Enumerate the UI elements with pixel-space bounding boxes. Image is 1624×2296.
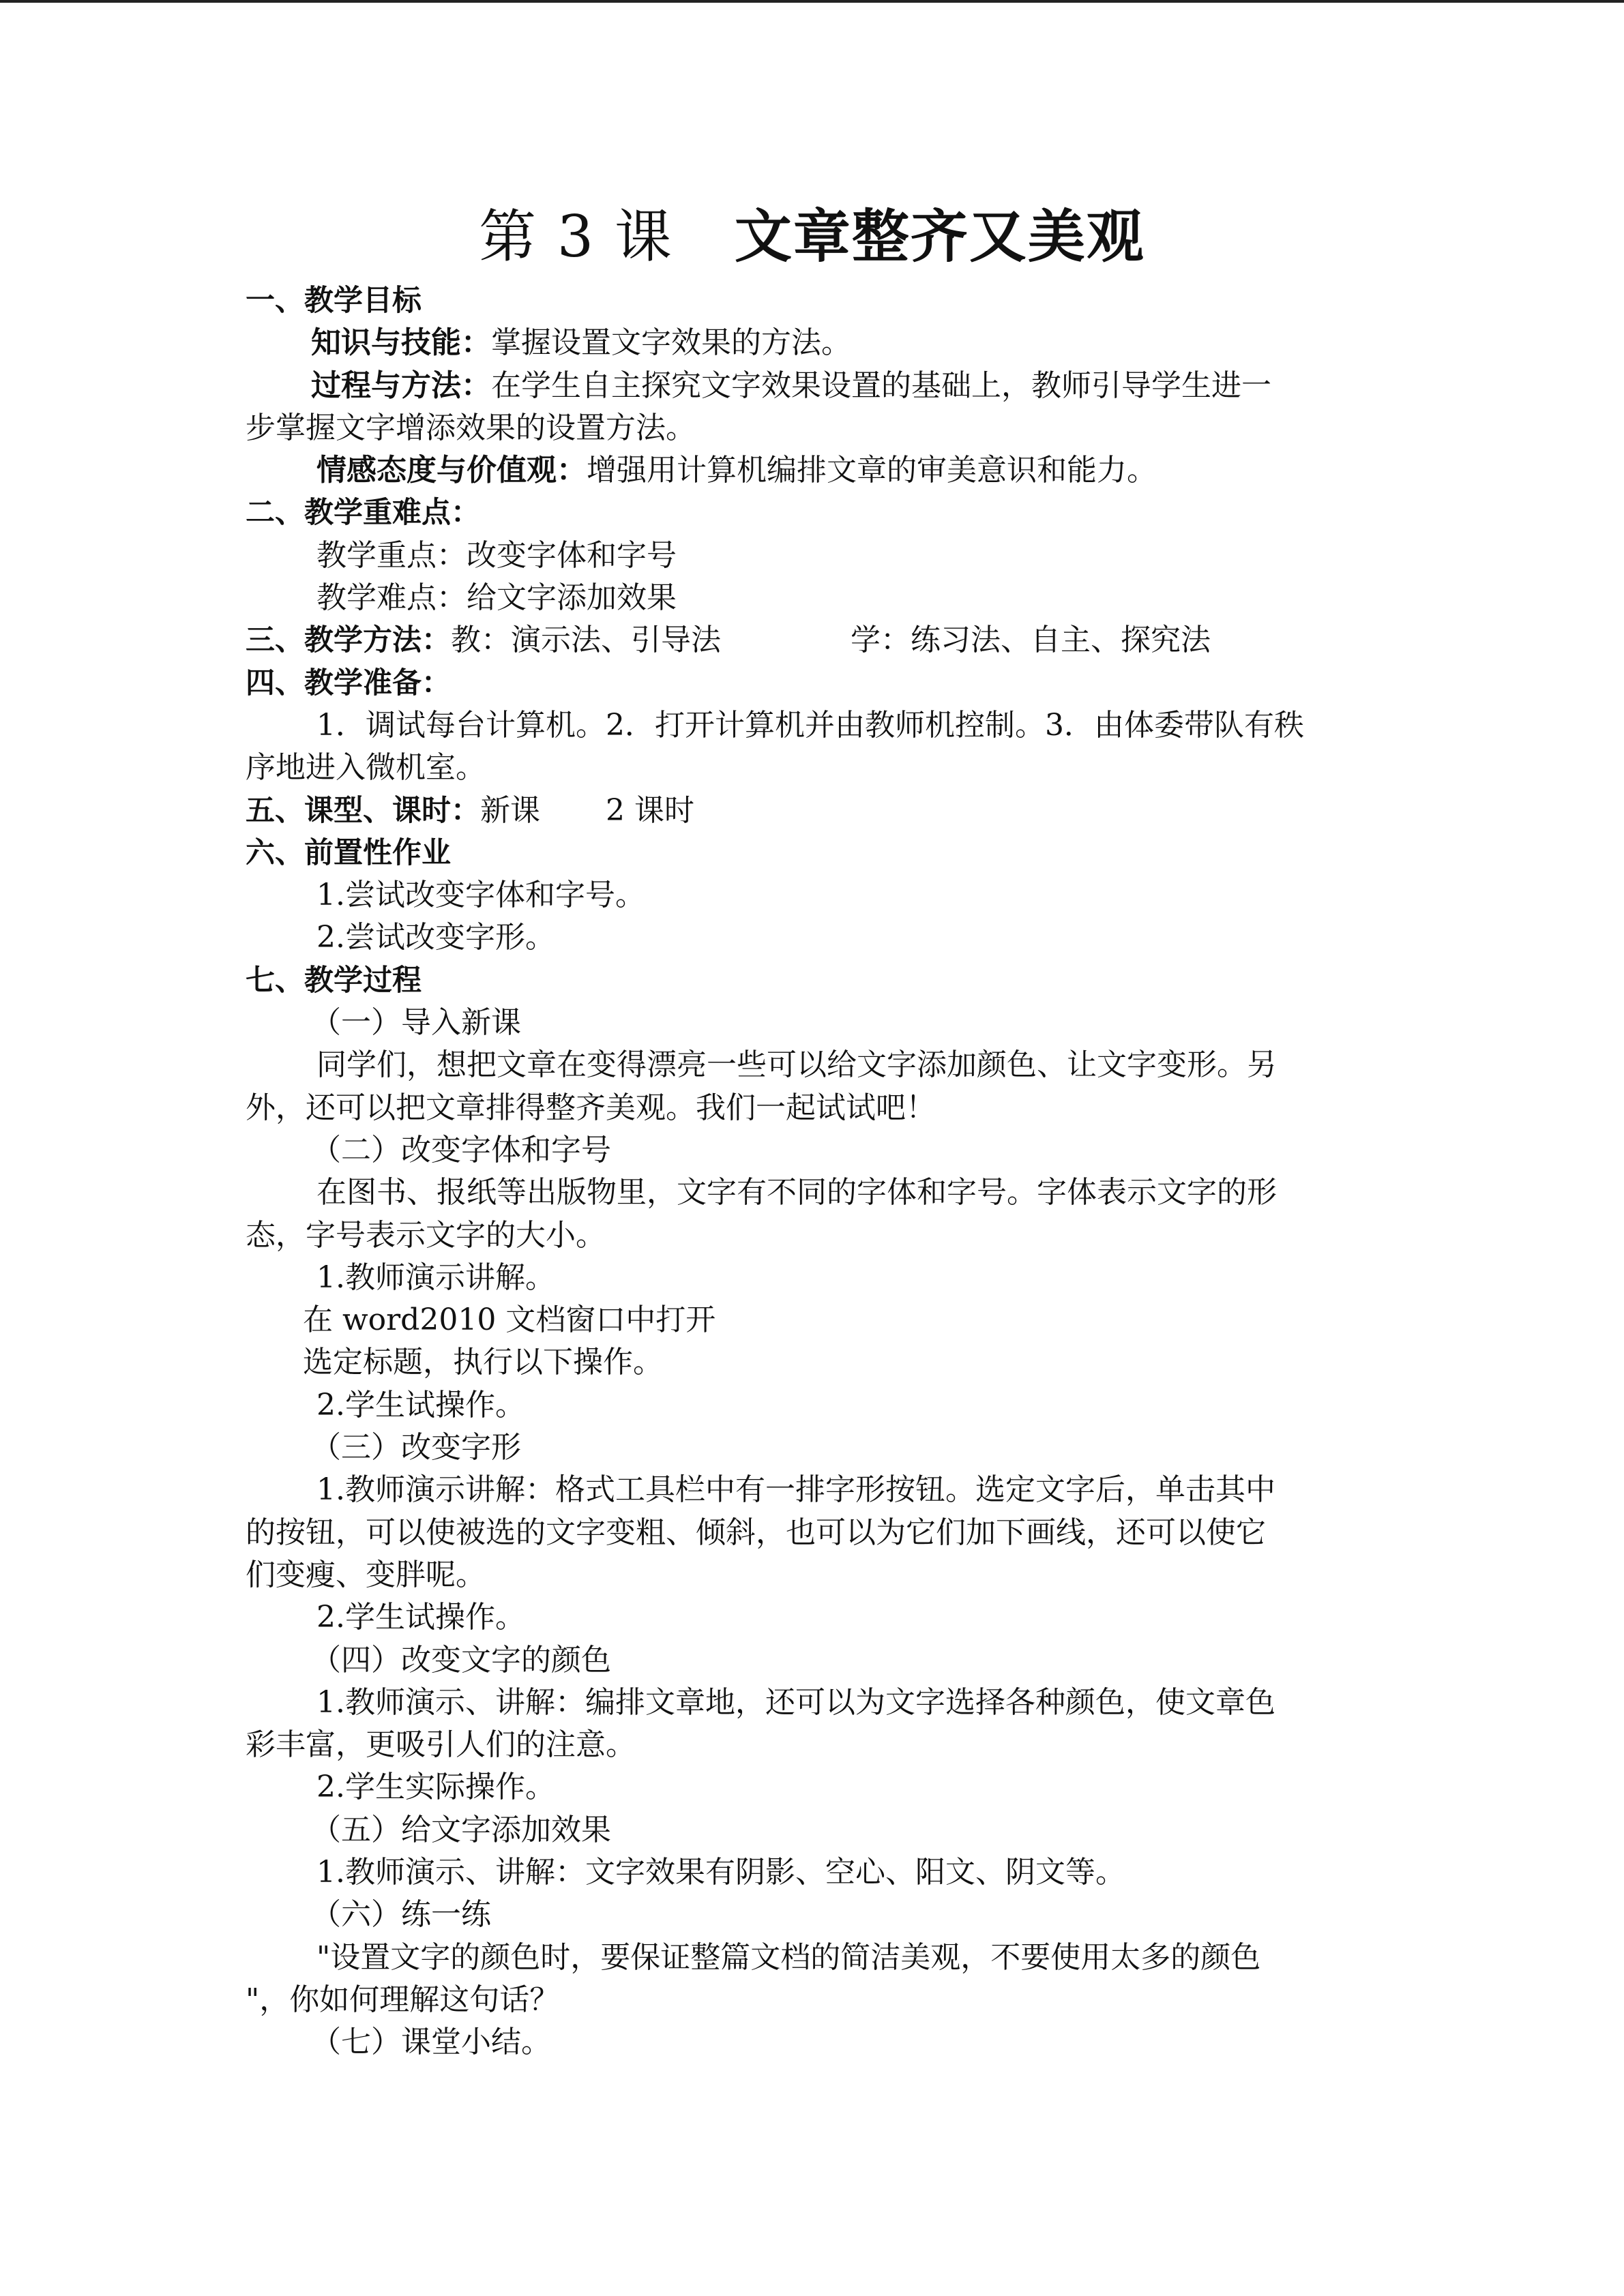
text-line: 步掌握文字增添效果的设置方法。 bbox=[246, 410, 696, 445]
text-line: 的按钮，可以使被选的文字变粗、倾斜，也可以为它们加下画线，还可以使它 bbox=[246, 1515, 1266, 1550]
text-line: 2.学生试操作。 bbox=[316, 1600, 525, 1635]
text-line: 1.教师演示讲解。 bbox=[316, 1259, 555, 1295]
section-heading-class-type bbox=[246, 790, 1378, 832]
document-title bbox=[0, 199, 1624, 274]
section-heading-prework: 六、前置性作业 bbox=[246, 835, 451, 870]
label-knowledge: 知识与技能： bbox=[311, 325, 491, 361]
text-line: "设置文字的颜色时，要保证整篇文档的简洁美观，不要使用太多的颜色 bbox=[316, 1939, 1261, 1975]
text-class-type: 新课 bbox=[480, 792, 540, 828]
text-line: 2.尝试改变字形。 bbox=[316, 920, 555, 955]
text-line: 1.教师演示、讲解：编排文章地，还可以为文字选择各种颜色，使文章色 bbox=[316, 1684, 1275, 1720]
label-methods: 三、教学方法： bbox=[246, 623, 451, 658]
subsection-heading: （五）给文字添加效果 bbox=[311, 1812, 611, 1847]
text-line: 教学难点：给文字添加效果 bbox=[316, 580, 677, 616]
text-methods-teach: 教：演示法、引导法 bbox=[451, 623, 721, 658]
subsection-heading: （二）改变字体和字号 bbox=[311, 1132, 611, 1167]
section-heading-methods bbox=[246, 619, 1378, 661]
title-lesson-number: 第 3 课 bbox=[479, 203, 673, 270]
text-line: 外，还可以把文章排得整齐美观。我们一起试试吧！ bbox=[246, 1090, 936, 1125]
text-line: 1.教师演示讲解：格式工具栏中有一排字形按钮。选定文字后，单击其中 bbox=[316, 1472, 1275, 1508]
section-heading-preparation: 四、教学准备： bbox=[246, 666, 451, 700]
text-line: 在图书、报纸等出版物里，文字有不同的字体和字号。字体表示文字的形 bbox=[316, 1175, 1277, 1210]
section-heading-objectives: 一、教学目标 bbox=[246, 284, 422, 318]
text-line: 1.尝试改变字体和字号。 bbox=[316, 878, 645, 913]
text-line: "，你如何理解这句话？ bbox=[246, 1982, 560, 2017]
text-line: 选定标题，执行以下操作。 bbox=[303, 1345, 663, 1380]
text-process: 在学生自主探究文字效果设置的基础上，教师引导学生进一 bbox=[491, 368, 1271, 403]
text-class-hours: 2 课时 bbox=[606, 792, 694, 828]
section-heading-process: 七、教学过程 bbox=[246, 963, 422, 998]
paragraph-knowledge bbox=[246, 322, 1378, 364]
section-heading-key-points: 二、教学重难点： bbox=[246, 496, 480, 531]
subsection-heading: （三）改变字形 bbox=[311, 1430, 521, 1465]
text-line: 在 word2010 文档窗口中打开 bbox=[303, 1302, 716, 1338]
subsection-heading: （六）练一练 bbox=[311, 1897, 491, 1933]
document-body bbox=[246, 280, 1378, 2063]
text-line: 2.学生实际操作。 bbox=[316, 1770, 555, 1805]
label-process: 过程与方法： bbox=[311, 368, 491, 403]
text-knowledge: 掌握设置文字效果的方法。 bbox=[491, 325, 851, 361]
text-line: 2.学生试操作。 bbox=[316, 1387, 525, 1422]
text-line: 同学们，想把文章在变得漂亮一些可以给文字添加颜色、让文字变形。另 bbox=[316, 1047, 1277, 1083]
subsection-heading: （一）导入新课 bbox=[311, 1005, 521, 1041]
title-lesson-name: 文章整齐又美观 bbox=[734, 203, 1145, 270]
label-class-type: 五、课型、课时： bbox=[246, 793, 480, 828]
subsection-heading: （四）改变文字的颜色 bbox=[311, 1642, 611, 1678]
text-line: 态，字号表示文字的大小。 bbox=[246, 1217, 606, 1253]
label-attitude: 情感态度与价值观： bbox=[316, 453, 587, 488]
subsection-heading: （七）课堂小结。 bbox=[311, 2025, 551, 2060]
text-line: 1．调试每台计算机。2．打开计算机并由教师机控制。3．由体委带队有秩 bbox=[316, 707, 1304, 743]
text-line: 序地进入微机室。 bbox=[246, 750, 486, 786]
paragraph-process bbox=[246, 365, 1378, 407]
text-line: 彩丰富，更吸引人们的注意。 bbox=[246, 1727, 636, 1763]
text-line: 们变瘦、变胖呢。 bbox=[246, 1557, 486, 1592]
paragraph-attitude bbox=[246, 449, 1378, 492]
text-methods-learn: 学：练习法、自主、探究法 bbox=[851, 623, 1211, 658]
text-line: 1.教师演示、讲解：文字效果有阴影、空心、阳文、阴文等。 bbox=[316, 1854, 1125, 1890]
text-attitude: 增强用计算机编排文章的审美意识和能力。 bbox=[587, 453, 1157, 488]
text-line: 教学重点：改变字体和字号 bbox=[316, 537, 677, 573]
top-border-line bbox=[0, 0, 1624, 3]
